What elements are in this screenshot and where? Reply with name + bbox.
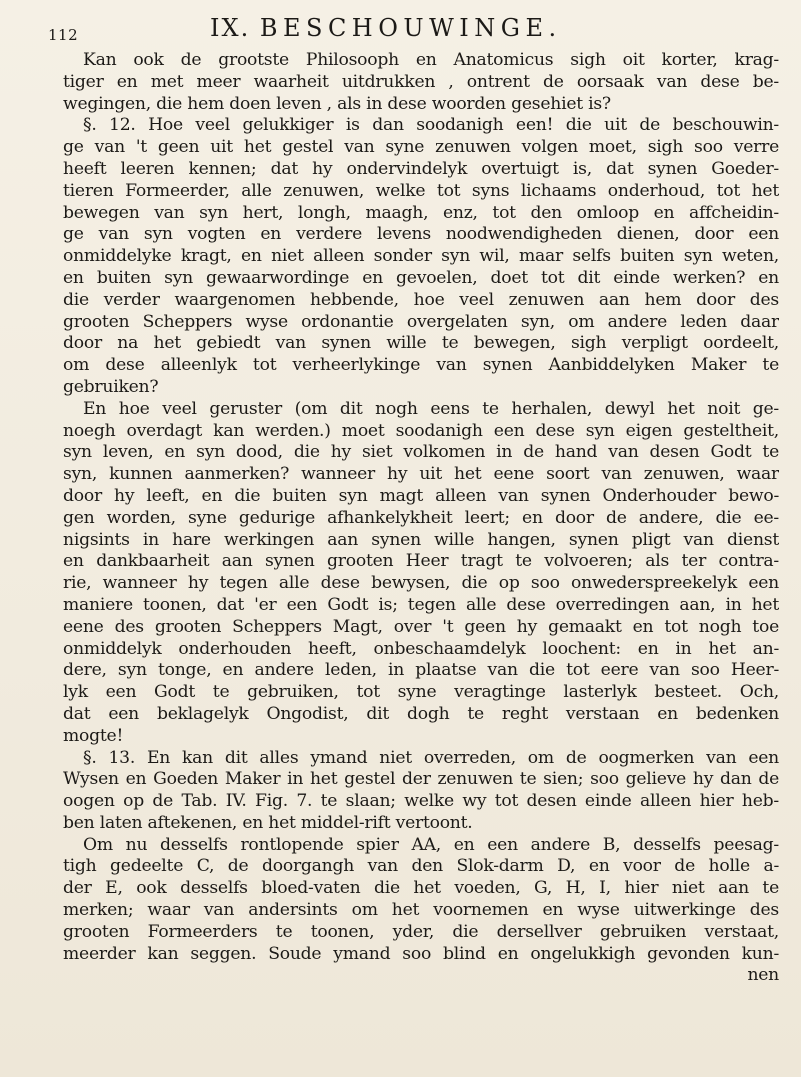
text-line: rie, wanneer hy tegen alle dese bewysen, die op soo onwederspreekelyk een	[63, 573, 779, 594]
text-line: Wysen en Goeden Maker in het gestel der zenuwen te sien; soo gelieve hy dan de	[63, 769, 779, 790]
text-line: dat een beklagelyk Ongodist, dit dogh te reght verstaan en bedenken	[63, 703, 779, 724]
text-line: noegh overdagt kan werden.) moet soodanigh een dese syn eigen gesteltheit,	[63, 420, 779, 441]
text-line: §. 12. Hoe veel gelukkiger is dan soodanigh een! die uit de beschouwin-	[83, 115, 779, 136]
text-line: en dankbaarheit aan synen grooten Heer tragt te volvoeren; als ter contra-	[63, 551, 779, 572]
text-line: lyk een Godt te gebruiken, tot syne veragtinge lasterlyk besteet. Och,	[63, 682, 779, 703]
text-line: oogen op de Tab. IV. Fig. 7. te slaan; welke wy tot desen einde alleen hier heb-	[63, 791, 779, 812]
page-header	[48, 12, 778, 48]
text-line: gen worden, syne gedurige afhankelykheit leert; en door de andere, die ee-	[63, 507, 779, 528]
text-line: door na het gebiedt van synen wille te bewegen, sigh verpligt oordeelt,	[63, 333, 779, 354]
text-line: heeft leeren kennen; dat hy ondervindelyk overtuigt is, dat synen Goeder-	[63, 158, 779, 179]
text-line: grooten Formeerders te toonen, yder, die dersellver gebruiken verstaat,	[63, 921, 779, 942]
text-line: tiger en met meer waarheit uitdrukken , ontrent de oorsaak van dese be-	[63, 71, 779, 92]
text-line: ge van 't geen uit het gestel van syne zenuwen volgen moet, sigh soo verre	[63, 137, 779, 158]
text-line: tieren Formeerder, alle zenuwen, welke tot syns lichaams onderhoud, tot het	[63, 180, 779, 201]
text-line: ben laten aftekenen, en het middel-rift vertoont.	[63, 812, 473, 833]
text-line: Kan ook de grootste Philosooph en Anatomicus sigh oit korter, krag-	[83, 50, 779, 70]
text-line: syn leven, en syn dood, die hy siet volkomen in de hand van desen Godt te	[63, 442, 779, 463]
text-line: syn, kunnen aanmerken? wanneer hy uit het eene soort van zenuwen, waar	[63, 464, 779, 485]
text-line: gebruiken?	[63, 376, 159, 397]
text-line: om dese alleenlyk tot verheerlykinge van synen Aanbiddelyken Maker te	[63, 355, 779, 376]
text-line: der E, ook desselfs bloed-vaten die het voeden, G, H, I, hier niet aan te	[63, 878, 779, 899]
text-line: nigsints in hare werkingen aan synen wille hangen, synen pligt van dienst	[63, 529, 779, 550]
text-line: nen	[747, 965, 779, 986]
text-line: tigh gedeelte C, de doorgangh van den Slok-darm D, en voor de holle a-	[63, 856, 779, 877]
text-line: onmiddelyk onderhouden heeft, onbeschaamdelyk loochent: en in het an-	[63, 638, 779, 659]
text-line: eene des grooten Scheppers Magt, over 't geen hy gemaakt en tot nogh toe	[63, 616, 779, 637]
text-line: en buiten syn gewaarwordinge en gevoelen, doet tot dit einde werken? en	[63, 267, 779, 288]
running-head	[210, 14, 562, 42]
text-line: dere, syn tonge, en andere leden, in plaatse van die tot eere van soo Heer-	[63, 660, 779, 681]
chapter-title: BESCHOUWINGE.	[259, 14, 562, 42]
text-line: mogte!	[63, 725, 124, 746]
text-line: §. 13. En kan dit alles ymand niet overreden, om de oogmerken van een	[83, 747, 779, 768]
text-line: merken; waar van andersints om het voornemen en wyse uitwerkinge des	[63, 900, 779, 921]
text-line: meerder kan seggen. Soude ymand soo blind en ongelukkigh gevonden kun-	[63, 943, 779, 964]
text-line: bewegen van syn hert, longh, maagh, enz, tot den omloop en affcheidin-	[63, 202, 779, 223]
text-line: maniere toonen, dat 'er een Godt is; tegen alle dese overredingen aan, in het	[63, 594, 779, 615]
text-line: door hy leeft, en die buiten syn magt alleen van synen Onderhouder bewo-	[63, 485, 779, 506]
text-line: ge van syn vogten en verdere levens noodwendigheden dienen, door een	[63, 224, 779, 245]
text-line: die verder waargenomen hebbende, hoe veel zenuwen aan hem door des	[63, 289, 779, 310]
text-line: grooten Scheppers wyse ordonantie overgelaten syn, om andere leden daar	[63, 311, 779, 332]
page-number: 112	[48, 26, 79, 44]
text-line: En hoe veel geruster (om dit nogh eens te herhalen, dewyl het noit ge-	[83, 398, 779, 419]
text-line: wegingen, die hem doen leven , als in dese woorden gesehiet is?	[63, 93, 611, 114]
text-line: onmiddelyke kragt, en niet alleen sonder syn wil, maar selfs buiten syn weten,	[63, 246, 779, 267]
body-text	[63, 50, 779, 987]
chapter-number: IX.	[210, 14, 251, 42]
text-line: Om nu desselfs rontlopende spier AA, en een andere B, desselfs peesag-	[83, 834, 779, 855]
